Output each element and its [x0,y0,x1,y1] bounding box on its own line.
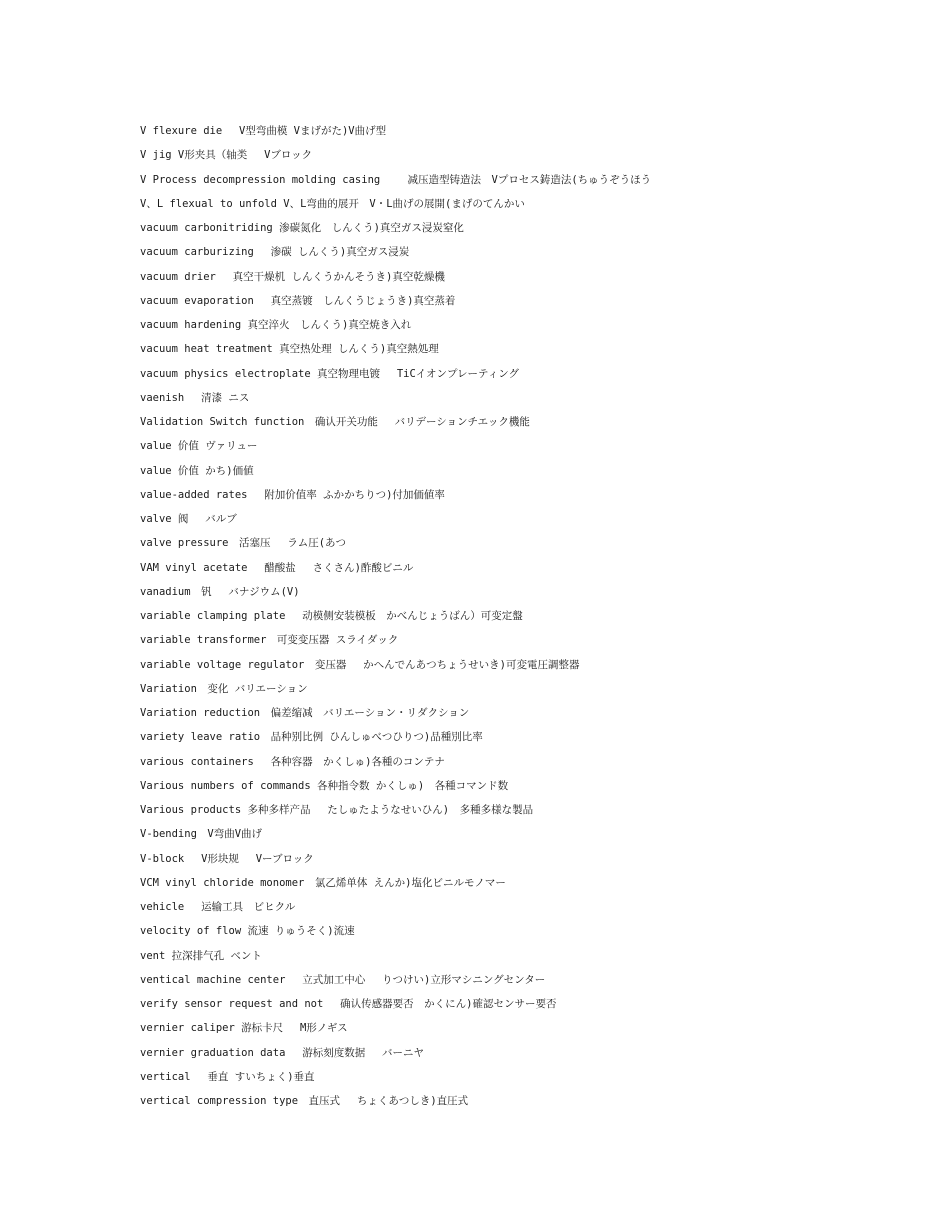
glossary-entry: vacuum heat treatment 真空热处理 しんくう)真空熱処理 [140,343,439,356]
glossary-entry: V-block V形块规 Vーブロック [140,852,314,865]
glossary-entry: vacuum carbonitriding 渗碳氮化 しんくう)真空ガス浸炭窒化 [140,222,464,234]
glossary-entry: VCM vinyl chloride monomer 氯乙烯单体 えんか)塩化ビニルモノマー [140,876,506,889]
glossary-entry: vaenish 清漆 ニス [140,391,250,404]
glossary-entry: vacuum drier 真空干燥机 しんくうかんそうき)真空乾燥機 [140,270,445,283]
glossary-entry: ventical machine center 立式加工中心 りつけい)立形マシニングセンター [140,973,546,986]
glossary-entry: vacuum carburizing 渗碳 しんくう)真空ガス浸炭 [140,246,410,259]
glossary-entry: variable clamping plate 动模侧安装模板 かべんじょうばん）可变定盤 [140,610,523,622]
glossary-entry: Various numbers of commands 各种指令数 かくしゅ) 各種コマンド数 [140,779,509,792]
glossary-entry: value 价值 かち)価値 [140,464,254,477]
glossary-entry: vacuum physics electroplate 真空物理电镀 TiCイオンプレーティング [140,367,520,380]
glossary-entry: variable transformer 可变变压器 スライダック [140,634,399,647]
glossary-entry: value-added rates 附加价值率 ふかかちりつ)付加価値率 [140,488,445,501]
glossary-entry: VAM vinyl acetate 醋酸盐 さくさん)酢酸ビニル [140,561,414,574]
glossary-entry: V jig V形夹具（轴类 Vブロック [140,149,313,162]
glossary-entry: vent 拉深排气孔 ベント [140,949,262,962]
glossary-entry: verify sensor request and not 确认传感器要否 かくにん)確認センサー要否 [140,998,557,1010]
glossary-entry: Variation 变化 バリエーション [140,682,308,695]
glossary-entry: Various products 多种多样产品 たしゅたようなせいひん) 多種多様な製品 [140,804,534,816]
glossary-entry: V、L flexual to unfold V、L弯曲的展开 V・L曲げの展開(まげのてんかい [140,197,525,210]
glossary-entry: vertical compression type 直压式 ちょくあつしき)直圧式 [140,1095,469,1107]
glossary-entry: vacuum hardening 真空淬火 しんくう)真空焼き入れ [140,319,412,331]
glossary-entry: vertical 垂直 すいちょく)垂直 [140,1070,315,1083]
glossary-entry: valve pressure 活塞压 ラム圧(あつ [140,537,347,550]
glossary-entry: various containers 各种容器 かくしゅ)各種のコンテナ [140,755,445,768]
glossary-list [140,121,930,1115]
glossary-entry: Variation reduction 偏差缩减 バリエーション・リダクション [140,707,470,719]
glossary-entry: Validation Switch function 确认开关功能 バリデーションチエック機能 [140,416,530,428]
glossary-entry: variable voltage regulator 变压器 かへんでんあつちょうせいき)可変電圧調整器 [140,658,580,671]
glossary-entry: vacuum evaporation 真空蒸镀 しんくうじょうき)真空蒸着 [140,294,456,307]
glossary-entry: variety leave ratio 品种别比例 ひんしゅべつひりつ)品種別比率 [140,731,483,744]
glossary-entry: vanadium 钒 バナジウム(V) [140,585,300,598]
glossary-entry: vernier graduation data 游标刻度数据 バーニヤ [140,1046,425,1059]
glossary-entry: value 价值 ヴァリュー [140,440,258,453]
glossary-entry: vehicle 运输工具 ビヒクル [140,901,296,913]
glossary-entry: V Process decompression molding casing 减压造型铸造法 Vプロセス鋳造法(ちゅうぞうほう [140,173,652,186]
glossary-entry: velocity of flow 流速 りゅうそく)流速 [140,925,355,938]
glossary-entry: V-bending V弯曲V曲げ [140,828,263,841]
glossary-entry: vernier caliper 游标卡尺 M形ノギス [140,1022,348,1035]
glossary-entry: V flexure die V型弯曲模 Vまげがた)V曲げ型 [140,125,387,137]
glossary-entry: valve 阀 バルブ [140,513,237,525]
